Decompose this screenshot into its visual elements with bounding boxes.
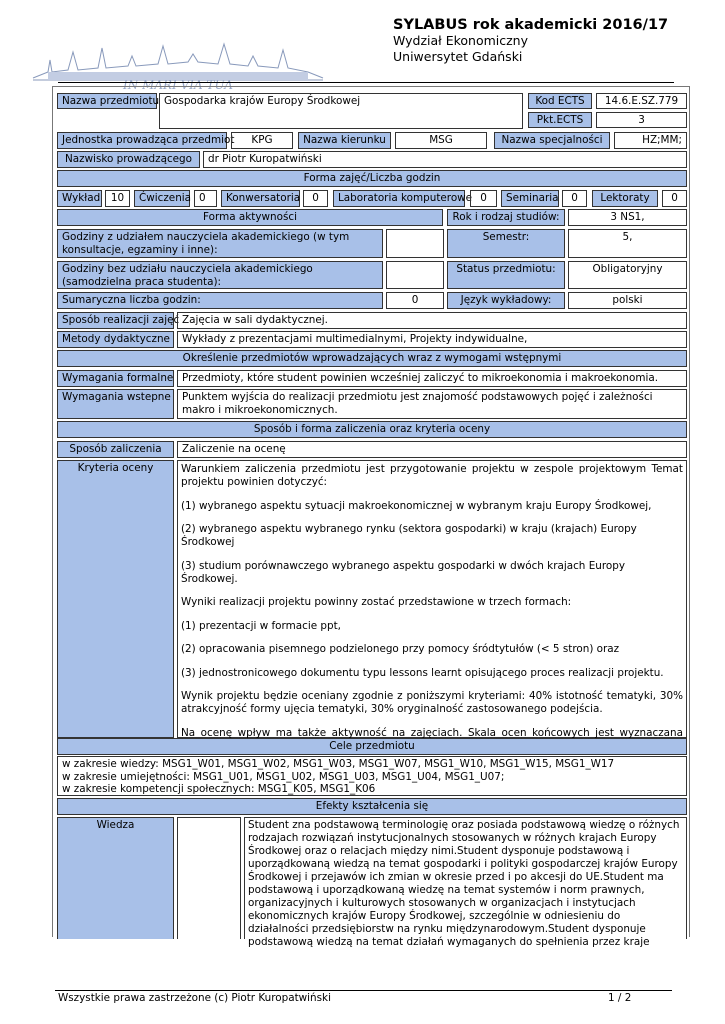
realization-label: Sposób realizacji zajęć [57, 312, 174, 329]
activity-title: Forma aktywności [57, 209, 443, 226]
unit-value: KPG [231, 132, 293, 149]
hours-without-teacher-value [386, 261, 444, 289]
lecture-language-label: Język wykładowy: [447, 292, 565, 309]
goals-body [57, 756, 687, 796]
initial-requirements: Punktem wyjścia do realizacji przedmiotu jest znajomość podstawowych pojęć i zależności makro i mikroekonomicznych. [177, 389, 687, 419]
criteria-paragraph: (2) opracowania pisemnego podzielonego przy pomocy śródtytułów (< 5 stron) oraz [181, 643, 620, 655]
assessment-method-label: Sposób zaliczenia [57, 441, 174, 458]
formal-requirements-label: Wymagania formalne [57, 370, 174, 387]
criteria-paragraph: (1) wybranego aspektu sytuacji makroekonomicznej w wybranym kraju Europy Środkowej, [181, 499, 652, 512]
forms-title: Forma zajęć/Liczba godzin [57, 170, 687, 187]
ects-points: 3 [596, 112, 687, 128]
language-courses-label: Lektoraty [592, 190, 658, 207]
assessment-title: Sposób i forma zaliczenia oraz kryteria oceny [57, 421, 687, 438]
course-name: Gospodarka krajów Europy Środkowej [159, 93, 523, 129]
ects-points-label: Pkt.ECTS [528, 112, 592, 128]
language-courses-hours: 0 [662, 190, 687, 207]
computer-lab-hours: 0 [470, 190, 497, 207]
seminars-hours: 0 [562, 190, 587, 207]
study-year: 3 NS1, [568, 209, 687, 226]
lecture-language: polski [568, 292, 687, 309]
criteria-paragraph: (1) prezentacji w formacie ppt, [181, 619, 341, 632]
hours-with-teacher-value [386, 229, 444, 258]
document-title: SYLABUS rok akademicki 2016/17 [393, 17, 669, 33]
specialty-label: Nazwa specjalności [494, 132, 610, 149]
criteria-paragraph: Warunkiem zaliczenia przedmiotu jest przygotowanie projektu w zespole projektowym Temat projektu powinien dotyczyć: [181, 463, 683, 488]
goals-competences: w zakresie kompetencji społecznych: MSG1_K05, MSG1_K06 [62, 783, 376, 795]
ects-code: 14.6.E.SZ.779 [596, 93, 687, 109]
hours-without-teacher-label: Godziny bez udziału nauczyciela akademickiego (samodzielna praca studenta): [57, 261, 383, 289]
specialty-value: HZ;MM; [614, 132, 687, 149]
faculty-name: Wydział Ekonomiczny [393, 33, 529, 48]
formal-requirements: Przedmioty, które student powinien wcześniej zaliczyć to mikroekonomia i makroekonomia. [177, 370, 687, 387]
teacher-label: Nazwisko prowadzącego [57, 151, 200, 168]
criteria-label: Kryteria oceny [57, 460, 174, 738]
methods-label: Metody dydaktyczne [57, 331, 174, 348]
lecture-label: Wykład [57, 190, 102, 207]
teacher-name: dr Piotr Kuropatwiński [203, 151, 687, 168]
header-divider [58, 82, 674, 83]
knowledge-code [177, 817, 241, 939]
criteria-paragraph: Wyniki realizacji projektu powinny zostać przedstawione w trzech formach: [181, 596, 572, 608]
knowledge-label: Wiedza [57, 817, 174, 939]
university-name: Uniwersytet Gdański [393, 49, 523, 64]
unit-label: Jednostka prowadząca przedmiot [57, 132, 227, 149]
exercises-label: Ćwiczenia [134, 190, 190, 207]
total-hours-label: Sumaryczna liczba godzin: [57, 292, 383, 309]
methods-value: Wykłady z prezentacjami multimedialnymi, Projekty indywidualne, [177, 331, 687, 348]
conversatory-label: Konwersatoria [221, 190, 300, 207]
assessment-method: Zaliczenie na ocenę [177, 441, 687, 458]
realization-value: Zajęcia w sali dydaktycznej. [177, 312, 687, 329]
goals-knowledge: w zakresie wiedzy: MSG1_W01, MSG1_W02, MSG1_W03, MSG1_W07, MSG1_W10, MSG1_W15, MSG1_W17 [62, 758, 615, 770]
hours-with-teacher-label: Godziny z udziałem nauczyciela akademickiego (w tym konsultacje, egzaminy i inne): [57, 229, 383, 258]
prerequisites-title: Określenie przedmiotów wprowadzających wraz z wymogami wstępnymi [57, 350, 687, 367]
seminars-label: Seminaria [501, 190, 559, 207]
footer-divider [55, 990, 672, 991]
study-year-label: Rok i rodzaj studiów: [447, 209, 565, 226]
goals-skills: w zakresie umiejętności: MSG1_U01, MSG1_U02, MSG1_U03, MSG1_U04, MSG1_U07; [62, 770, 505, 783]
total-hours: 0 [386, 292, 444, 309]
conversatory-hours: 0 [303, 190, 328, 207]
course-status: Obligatoryjny [568, 261, 687, 289]
knowledge-description: Student zna podstawową terminologię oraz posiada podstawową wiedzę o różnych rodzajach rozwiązań instytucjonalnych stosowanych w różnych krajach Europy Środkowej oraz o relacjach między nimi.Student dysponuje podstawową i uporządkowaną wiedzą na temat gospodarki i polityki gospodarczej krajów Europy Środkowej i przejawów ich zmian w okresie przed i po akcesji do UE.Student ma podstawową i uporządkowaną wiedzę na temat systemów i norm prawnych, organizacyjnych i kulturowych stosowanych w organizacjach i instytucjach ekonomicznych krajów Europy Środkowej, szczególnie w odniesieniu do działalności przedsiębiorstw na rynku międzynarodowym.Student dysponuje podstawową wiedzą na temat działań wymaganych do spełnienia przez kraje [244, 817, 687, 939]
goals-title: Cele przedmiotu [57, 738, 687, 755]
criteria-paragraph: Na ocenę wpływ ma także aktywność na zajęciach. Skala ocen końcowych jest wyznaczana [181, 726, 683, 739]
course-status-label: Status przedmiotu: [447, 261, 565, 289]
effects-title: Efekty kształcenia się [57, 798, 687, 815]
computer-lab-label: Laboratoria komputerowe [333, 190, 465, 207]
criteria-paragraph: (3) studium porównawczego wybranego aspektu gospodarki w dwóch krajach Europy Środkowej. [181, 559, 625, 585]
criteria-body [177, 460, 687, 738]
semester-label: Semestr: [447, 229, 565, 258]
field-label: Nazwa kierunku [298, 132, 391, 149]
criteria-paragraph: (3) jednostronicowego dokumentu typu lessons learnt opisującego proces realizacji projektu. [181, 666, 664, 679]
logo-motto: IN MARI VIA TUA [123, 78, 233, 92]
lecture-hours: 10 [105, 190, 130, 207]
exercises-hours: 0 [194, 190, 217, 207]
course-name-label: Nazwa przedmiotu [57, 93, 157, 109]
ects-code-label: Kod ECTS [528, 93, 592, 109]
initial-requirements-label: Wymagania wstepne [57, 389, 174, 419]
semester-value: 5, [568, 229, 687, 258]
document-header [393, 17, 668, 65]
field-value: MSG [395, 132, 487, 149]
footer-copyright: Wszystkie prawa zastrzeżone (c) Piotr Kuropatwiński [58, 992, 331, 1004]
page-number: 1 / 2 [608, 992, 632, 1004]
criteria-paragraph: (2) wybranego aspektu wybranego rynku (sektora gospodarki) w kraju (krajach) Europy Środkowej [181, 523, 637, 548]
criteria-paragraph: Wynik projektu będzie oceniany zgodnie z poniższymi kryteriami: 40% istotność tematyki, 30% atrakcyjność formy ujęcia tematyki, 30% oryginalność zastosowanego podejścia. [181, 690, 683, 715]
